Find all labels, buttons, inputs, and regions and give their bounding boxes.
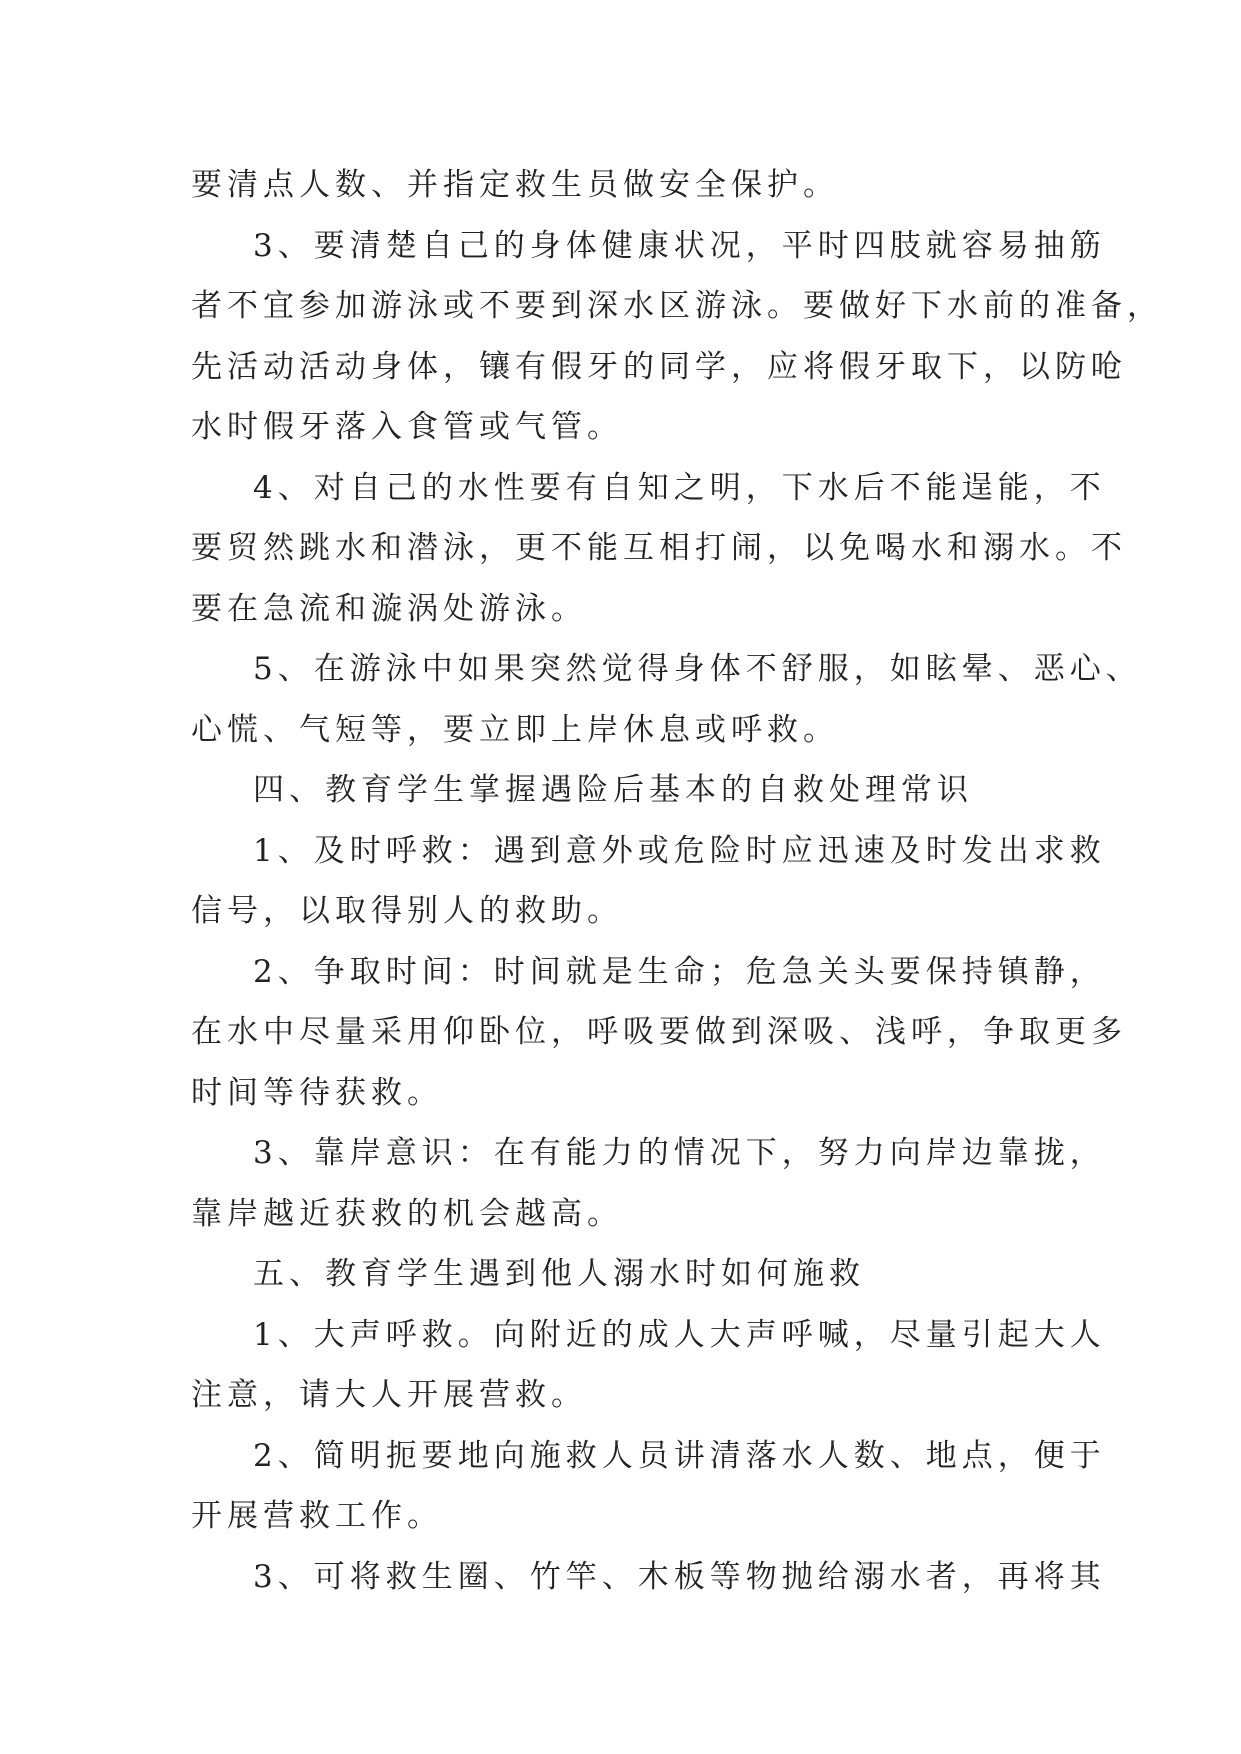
text-line: 1、及时呼救：遇到意外或危险时应迅速及时发出求救 — [253, 832, 1106, 869]
text-line: 水时假牙落入食管或气管。 — [191, 409, 623, 445]
text-line: 先活动活动身体，镶有假牙的同学，应将假牙取下，以防呛 — [191, 348, 1127, 385]
text-line: 靠岸越近获救的机会越高。 — [191, 1195, 623, 1232]
text-line: 要贸然跳水和潜泳，更不能互相打闹，以免喝水和溺水。不 — [191, 530, 1127, 566]
text-line: 3、靠岸意识：在有能力的情况下，努力向岸边靠拢， — [253, 1135, 1106, 1171]
text-line: 时间等待获救。 — [191, 1074, 443, 1111]
text-line: 要清点人数、并指定救生员做安全保护。 — [191, 167, 839, 203]
section-heading: 五、教育学生遇到他人溺水时如何施救 — [253, 1256, 865, 1292]
section-heading: 四、教育学生掌握遇险后基本的自救处理常识 — [253, 772, 973, 808]
text-line: 3、要清楚自己的身体健康状况，平时四肢就容易抽筋 — [253, 227, 1106, 264]
text-line: 者不宜参加游泳或不要到深水区游泳。要做好下水前的准备， — [191, 288, 1163, 324]
text-line: 1、大声呼救。向附近的成人大声呼喊，尽量引起大人 — [253, 1316, 1106, 1353]
text-line: 要在急流和漩涡处游泳。 — [191, 590, 587, 627]
text-line: 3、可将救生圈、竹竿、木板等物抛给溺水者，再将其 — [253, 1558, 1106, 1595]
text-line: 2、简明扼要地向施救人员讲清落水人数、地点，便于 — [253, 1437, 1106, 1474]
text-line: 开展营救工作。 — [191, 1498, 443, 1534]
text-line: 在水中尽量采用仰卧位，呼吸要做到深吸、浅呼，争取更多 — [191, 1014, 1127, 1050]
text-line: 心慌、气短等，要立即上岸休息或呼救。 — [191, 711, 839, 748]
text-line: 注意，请大人开展营救。 — [191, 1377, 587, 1413]
text-line: 4、对自己的水性要有自知之明，下水后不能逞能，不 — [253, 469, 1106, 506]
text-line: 2、争取时间：时间就是生命；危急关头要保持镇静， — [253, 953, 1106, 990]
document-body — [191, 155, 1163, 1607]
text-line: 5、在游泳中如果突然觉得身体不舒服，如眩晕、恶心、 — [253, 651, 1142, 687]
text-line: 信号，以取得别人的救助。 — [191, 893, 623, 929]
